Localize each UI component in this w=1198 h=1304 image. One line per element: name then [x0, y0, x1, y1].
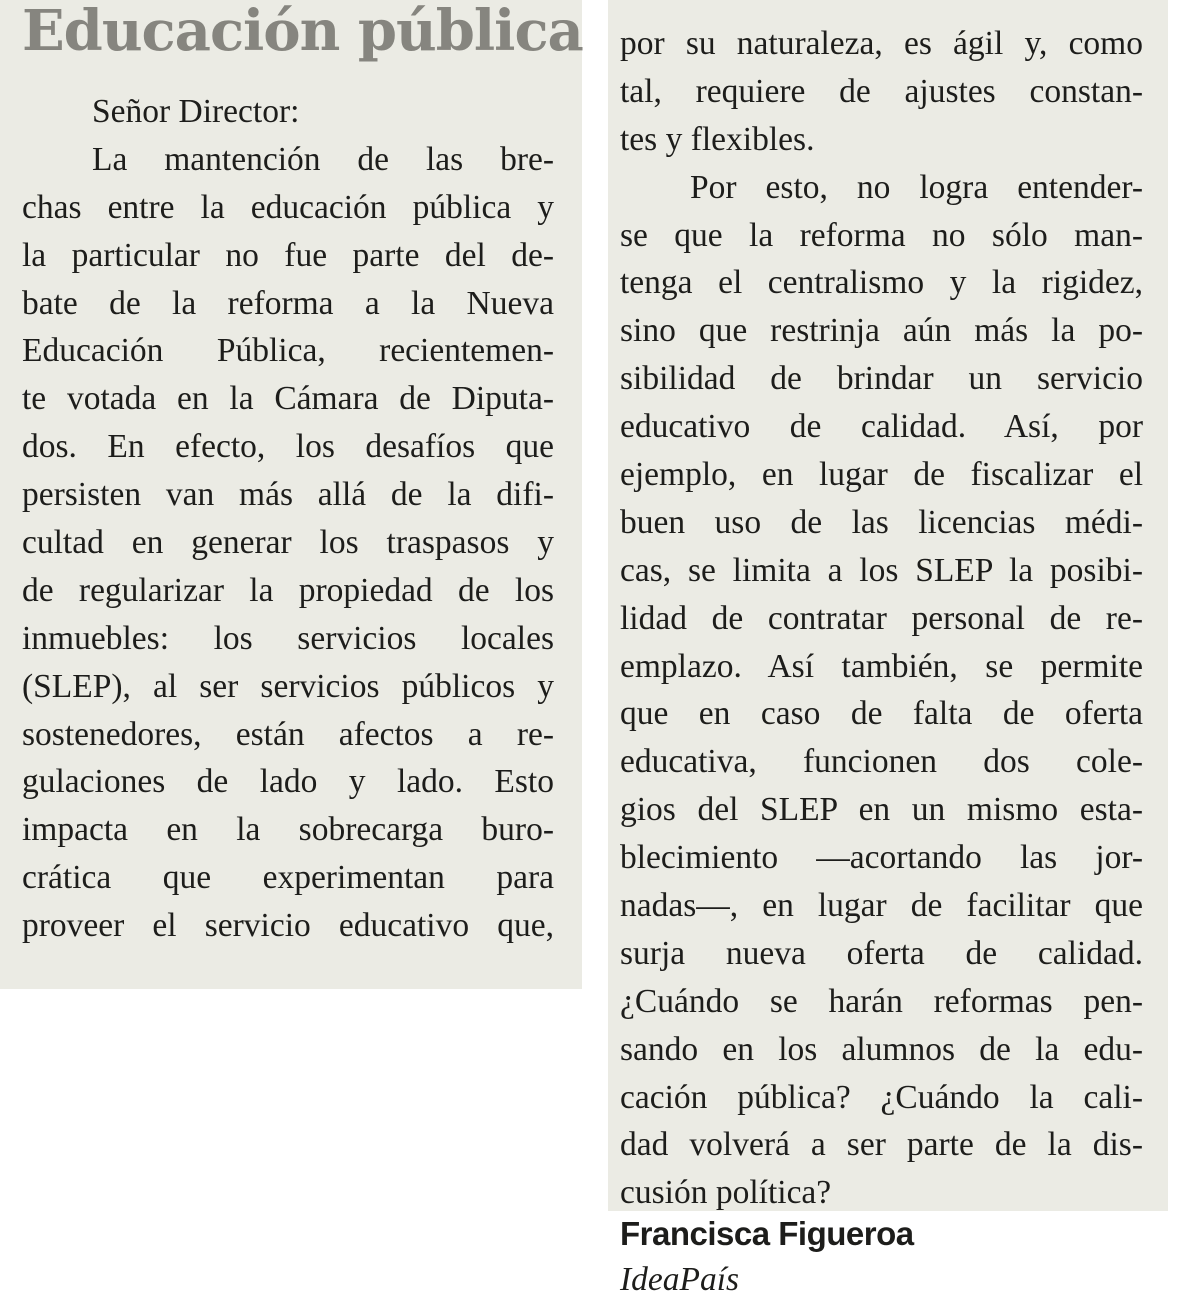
text-line: sino que restrinja aún más la po-: [620, 312, 1143, 350]
text-line: tes y flexibles.: [620, 120, 815, 158]
text-line: persisten van más allá de la difi-: [22, 476, 554, 514]
text-line: emplazo. Así también, se permite: [620, 647, 1143, 685]
text-line: sibilidad de brindar un servicio: [620, 360, 1143, 398]
text-line: nadas—, en lugar de facilitar que: [620, 887, 1143, 925]
text-line: sando en los alumnos de la edu-: [620, 1030, 1143, 1068]
text-line: crática que experimentan para: [22, 859, 554, 897]
author-name: Francisca Figueroa: [620, 1215, 914, 1252]
text-line: se que la reforma no sólo man-: [620, 216, 1143, 254]
text-line: cultad en generar los traspasos y: [22, 524, 554, 562]
text-line: por su naturaleza, es ágil y, como: [620, 25, 1143, 62]
text-line: sostenedores, están afectos a re-: [22, 715, 554, 753]
text-line: (SLEP), al ser servicios públicos y: [22, 667, 554, 705]
text-line: tal, requiere de ajustes constan-: [620, 72, 1143, 110]
text-line: buen uso de las licencias médi-: [620, 503, 1143, 541]
text-line: ¿Cuándo se harán reformas pen-: [620, 982, 1143, 1020]
text-line: impacta en la sobrecarga buro-: [22, 811, 554, 849]
headline: Educación pública: [22, 0, 583, 64]
text-line: gulaciones de lado y lado. Esto: [22, 763, 554, 801]
text-line: te votada en la Cámara de Diputa-: [22, 380, 554, 418]
text-line: gios del SLEP en un mismo esta-: [620, 791, 1143, 829]
signature-block: [620, 1212, 1160, 1304]
letter-body-left-column: [22, 88, 554, 950]
text-line: surja nueva oferta de calidad.: [620, 934, 1143, 972]
text-line: bate de la reforma a la Nueva: [22, 284, 554, 322]
text-line: cas, se limita a los SLEP la posibi-: [620, 551, 1143, 589]
letter-body-right-column: [620, 20, 1143, 1217]
text-line: La mantención de las bre-: [92, 140, 554, 178]
salutation: Señor Director:: [92, 93, 300, 130]
text-line: dos. En efecto, los desafíos que: [22, 428, 554, 466]
author-organization: IdeaPaís: [620, 1261, 740, 1298]
text-line: de regularizar la propiedad de los: [22, 571, 554, 609]
text-line: Educación Pública, recientemen-: [22, 332, 554, 370]
text-line: proveer el servicio educativo que,: [22, 907, 554, 945]
text-line: blecimiento —acortando las jor-: [620, 839, 1143, 877]
text-line: tenga el centralismo y la rigidez,: [620, 264, 1143, 302]
text-line: educativa, funcionen dos cole-: [620, 743, 1143, 781]
text-line: que en caso de falta de oferta: [620, 695, 1143, 733]
text-line: la particular no fue parte del de-: [22, 236, 554, 274]
text-line: educativo de calidad. Así, por: [620, 408, 1143, 446]
text-line: cación pública? ¿Cuándo la cali-: [620, 1078, 1143, 1116]
text-line: inmuebles: los servicios locales: [22, 619, 554, 657]
text-line: lidad de contratar personal de re-: [620, 599, 1143, 637]
text-line: chas entre la educación pública y: [22, 188, 554, 226]
text-line: ejemplo, en lugar de fiscalizar el: [620, 456, 1143, 494]
text-line: dad volverá a ser parte de la dis-: [620, 1126, 1143, 1164]
text-line: cusión política?: [620, 1174, 832, 1212]
text-line: Por esto, no logra entender-: [690, 168, 1143, 206]
